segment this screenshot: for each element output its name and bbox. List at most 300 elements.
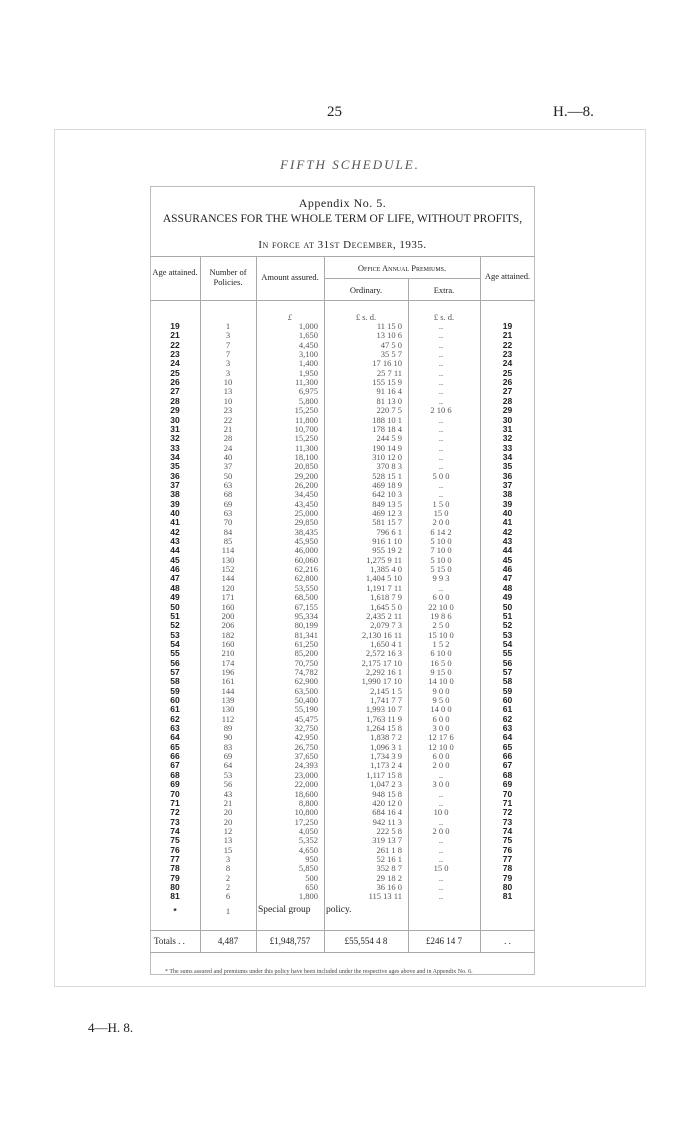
- age-attained-right: 31: [502, 423, 513, 434]
- ordinary-premium: 1,763 11 9: [366, 713, 402, 724]
- extra-premium: ..: [438, 816, 444, 827]
- number-of-policies: 15: [223, 844, 233, 855]
- header-ordinary: Ordinary.: [349, 285, 383, 295]
- age-attained-right: 65: [502, 741, 513, 752]
- extra-premium: ..: [438, 349, 444, 360]
- extra-premium: 14 10 0: [428, 676, 454, 687]
- extra-premium: 2 0 0: [432, 517, 450, 528]
- number-of-policies: 23: [223, 405, 233, 416]
- amount-assured: 63,500: [294, 685, 318, 696]
- totals-bottom-rule: [150, 952, 535, 953]
- amount-assured: 4,050: [298, 825, 318, 836]
- age-attained: 69: [170, 779, 180, 790]
- age-attained-right: 27: [502, 386, 513, 397]
- amount-assured: 95,334: [294, 610, 318, 621]
- number-of-policies: 160: [221, 601, 235, 612]
- extra-premium: ..: [438, 442, 444, 453]
- number-of-policies: 161: [221, 676, 235, 687]
- number-of-policies: 10: [223, 377, 233, 388]
- age-attained: 39: [170, 498, 180, 509]
- age-attained-right: 76: [502, 844, 513, 855]
- age-attained: 40: [170, 508, 180, 518]
- extra-premium: ..: [438, 872, 444, 883]
- ordinary-premium: 1,838 7 2: [370, 732, 402, 743]
- number-of-policies: 22: [223, 414, 233, 425]
- extra-premium: 12 17 6: [428, 732, 454, 743]
- age-attained: 62: [170, 713, 180, 724]
- ordinary-premium: 188 10 1: [372, 414, 402, 425]
- number-of-policies: 139: [221, 695, 235, 705]
- number-of-policies: 2: [225, 872, 231, 883]
- extra-premium: ..: [438, 835, 444, 846]
- header-age-attained-right: Age attained.: [484, 271, 531, 281]
- amount-assured: 8,800: [298, 797, 318, 808]
- extra-premium: ..: [438, 853, 444, 864]
- table-heading: ASSURANCES FOR THE WHOLE TERM OF LIFE, WITHOUT PROFITS,: [162, 213, 523, 225]
- number-of-policies: 120: [221, 582, 235, 593]
- ordinary-premium: 1,990 17 10: [361, 676, 402, 687]
- totals-top-rule: [150, 930, 535, 931]
- header-amount-assured: Amount assured.: [261, 272, 319, 282]
- age-attained: 30: [170, 414, 180, 425]
- amount-assured: 22,000: [294, 779, 318, 790]
- extra-premium: 1 5 0: [432, 498, 450, 509]
- age-attained: 76: [170, 844, 180, 855]
- age-attained-right: 51: [502, 610, 513, 621]
- age-attained: 49: [170, 592, 180, 603]
- number-of-policies: 28: [223, 433, 233, 444]
- number-of-policies: 3: [225, 330, 231, 341]
- age-attained-right: 54: [502, 638, 513, 649]
- header-office-annual-premiums: Office Annual Premiums.: [357, 263, 447, 273]
- age-attained: 55: [170, 648, 180, 659]
- amount-assured: 26,750: [294, 741, 318, 752]
- number-of-policies: 21: [223, 797, 233, 808]
- amount-assured: 50,400: [294, 695, 318, 705]
- amount-assured: 26,200: [294, 479, 318, 490]
- amount-assured: 11,800: [294, 414, 318, 425]
- footnote: * The sums assured and premiums under this policy have been included under the respective ages above and in Appendix No. 6.: [165, 969, 473, 975]
- ordinary-premium: 2,435 2 11: [366, 610, 402, 621]
- ordinary-premium: 52 16 1: [376, 853, 402, 864]
- amount-assured: 38,435: [294, 526, 318, 537]
- age-attained: 61: [170, 704, 180, 715]
- extra-premium: 5 0 0: [432, 470, 450, 481]
- amount-assured: 55,190: [294, 704, 318, 715]
- age-attained-right: 59: [502, 685, 513, 696]
- age-attained: 59: [170, 685, 180, 696]
- age-attained: 44: [170, 545, 180, 556]
- amount-assured: 60,060: [294, 554, 318, 565]
- age-attained-right: 33: [502, 442, 513, 453]
- number-of-policies: 8: [225, 863, 231, 874]
- ordinary-premium: 1,191 7 11: [366, 582, 402, 593]
- amount-assured: 5,850: [298, 863, 318, 874]
- age-attained-right: 39: [502, 498, 513, 509]
- schedule-title: FIFTH SCHEDULE.: [280, 157, 420, 172]
- age-attained: 77: [170, 853, 180, 864]
- number-of-policies: 24: [223, 442, 233, 453]
- unit-extra-lsd: £ s. d.: [433, 312, 455, 322]
- age-attained-right: 29: [502, 405, 513, 416]
- age-attained-right: 57: [502, 666, 513, 677]
- number-of-policies: 90: [223, 732, 233, 743]
- extra-premium: ..: [438, 321, 444, 331]
- age-attained-right: 64: [502, 732, 513, 743]
- number-of-policies: 20: [223, 807, 233, 818]
- age-attained-right: 60: [502, 695, 513, 705]
- ordinary-premium: 35 5 7: [380, 349, 402, 360]
- ordinary-premium: 319 13 7: [372, 835, 402, 846]
- ordinary-premium: 36 16 0: [376, 882, 402, 892]
- extra-premium: ..: [438, 367, 444, 378]
- age-attained-right: 78: [502, 863, 513, 874]
- age-attained-right: 43: [502, 536, 513, 547]
- age-attained: 19: [170, 321, 180, 331]
- extra-premium: 6 14 2: [430, 526, 452, 537]
- amount-assured: 43,450: [294, 498, 318, 509]
- amount-assured: 25,000: [294, 508, 318, 518]
- extra-premium: ..: [438, 433, 444, 444]
- age-attained: 68: [170, 769, 180, 780]
- totals-amount: £1,948,757: [269, 936, 311, 946]
- extra-premium: 6 0 0: [432, 751, 450, 762]
- amount-assured: 500: [305, 872, 318, 883]
- extra-premium: 2 5 0: [432, 620, 450, 631]
- extra-premium: 15 0: [433, 508, 449, 518]
- age-attained: 70: [170, 788, 180, 799]
- age-attained: 22: [170, 339, 180, 350]
- age-attained: 38: [170, 489, 180, 500]
- amount-assured: 62,216: [294, 564, 318, 575]
- extra-premium: 5 10 0: [430, 536, 452, 547]
- age-attained: 26: [170, 377, 180, 388]
- age-attained: 31: [170, 423, 180, 434]
- age-attained-right: 80: [502, 882, 513, 892]
- age-attained-right: 49: [502, 592, 513, 603]
- age-attained: 41: [170, 517, 180, 528]
- amount-assured: 650: [305, 882, 318, 892]
- age-attained-right: 19: [502, 321, 513, 331]
- amount-assured: 37,650: [294, 751, 318, 762]
- amount-assured: 1,000: [298, 321, 318, 331]
- extra-premium: 2 10 6: [430, 405, 452, 416]
- age-attained: 37: [170, 479, 180, 490]
- age-attained: 64: [170, 732, 180, 743]
- amount-assured: 4,650: [298, 844, 318, 855]
- extra-premium: ..: [438, 797, 444, 808]
- ordinary-premium: 81 13 0: [376, 395, 402, 406]
- extra-premium: ..: [438, 461, 444, 472]
- extra-premium: 5 15 0: [430, 564, 452, 575]
- special-row-policies: 1: [225, 906, 231, 916]
- extra-premium: ..: [438, 330, 444, 341]
- age-attained: 23: [170, 349, 180, 360]
- amount-assured: 32,750: [294, 723, 318, 734]
- extra-premium: ..: [438, 451, 444, 462]
- age-attained-right: 71: [502, 797, 513, 808]
- ordinary-premium: 642 10 3: [372, 489, 402, 500]
- number-of-policies: 56: [223, 779, 233, 790]
- number-of-policies: 3: [225, 853, 231, 864]
- ordinary-premium: 849 13 5: [372, 498, 402, 509]
- ordinary-premium: 942 11 3: [372, 816, 402, 827]
- extra-premium: ..: [438, 339, 444, 350]
- amount-assured: 10,700: [294, 423, 318, 434]
- number-of-policies: 2: [225, 882, 231, 892]
- age-attained: 35: [170, 461, 180, 472]
- age-attained: 75: [170, 835, 180, 846]
- number-of-policies: 10: [223, 395, 233, 406]
- extra-premium: 3 0 0: [432, 723, 450, 734]
- number-of-policies: 114: [221, 545, 235, 556]
- extra-premium: 3 0 0: [432, 779, 450, 790]
- ordinary-premium: 1,993 10 7: [365, 704, 402, 715]
- number-of-policies: 43: [223, 788, 233, 799]
- amount-assured: 24,393: [294, 760, 318, 771]
- age-attained-right: 62: [502, 713, 513, 724]
- extra-premium: ..: [438, 479, 444, 490]
- extra-premium: ..: [438, 769, 444, 780]
- age-attained-right: 61: [502, 704, 513, 715]
- age-attained: 80: [170, 882, 180, 892]
- unit-pound: £: [287, 312, 293, 322]
- number-of-policies: 160: [221, 638, 235, 649]
- ordinary-premium: 91 16 4: [376, 386, 402, 397]
- extra-premium: 15 10 0: [428, 629, 454, 640]
- page-number: 25: [327, 104, 342, 120]
- ordinary-premium: 17 16 10: [372, 358, 402, 369]
- totals-ordinary: £55,554 4 8: [344, 936, 388, 946]
- amount-assured: 74,782: [294, 666, 318, 677]
- extra-premium: ..: [438, 423, 444, 434]
- age-attained: 29: [170, 405, 180, 416]
- age-attained: 21: [170, 330, 180, 341]
- totals-extra: £246 14 7: [426, 936, 462, 946]
- age-attained: 27: [170, 386, 180, 397]
- amount-assured: 23,000: [294, 769, 318, 780]
- ordinary-premium: 1,385 4 0: [370, 564, 402, 575]
- age-attained-right: 46: [502, 564, 513, 575]
- age-attained: 50: [170, 601, 180, 612]
- age-attained: 52: [170, 620, 180, 631]
- ordinary-premium: 370 8 3: [376, 461, 402, 472]
- ordinary-premium: 2,079 7 3: [370, 620, 402, 631]
- extra-premium: 1 5 2: [432, 638, 450, 649]
- ordinary-premium: 581 15 7: [372, 517, 402, 528]
- number-of-policies: 69: [223, 751, 233, 762]
- age-attained-right: 22: [502, 339, 513, 350]
- age-attained-right: 50: [502, 601, 513, 612]
- ordinary-premium: 469 12 3: [372, 508, 402, 518]
- age-attained: 36: [170, 470, 180, 481]
- age-attained: 74: [170, 825, 180, 836]
- amount-assured: 80,199: [294, 620, 318, 631]
- extra-premium: 2 0 0: [432, 825, 450, 836]
- number-of-policies: 171: [221, 592, 235, 603]
- extra-premium: 6 10 0: [430, 648, 452, 659]
- amount-assured: 53,550: [294, 582, 318, 593]
- age-attained: 58: [170, 676, 180, 687]
- age-attained-right: 55: [502, 648, 513, 659]
- age-attained: 46: [170, 564, 180, 575]
- number-of-policies: 63: [223, 508, 233, 518]
- age-attained-right: 48: [502, 582, 513, 593]
- ordinary-premium: 684 16 4: [372, 807, 402, 818]
- amount-assured: 67,155: [294, 601, 318, 612]
- age-attained-right: 47: [502, 573, 513, 584]
- totals-policies: 4,487: [217, 936, 239, 946]
- extra-premium: 10 0: [433, 807, 449, 818]
- amount-assured: 11,300: [294, 377, 318, 388]
- amount-assured: 62,900: [294, 676, 318, 687]
- number-of-policies: 70: [223, 517, 233, 528]
- amount-assured: 29,200: [294, 470, 318, 481]
- ordinary-premium: 796 6 1: [376, 526, 402, 537]
- number-of-policies: 64: [223, 760, 233, 771]
- amount-assured: 6,975: [298, 386, 318, 397]
- ordinary-premium: 1,117 15 8: [366, 769, 402, 780]
- number-of-policies: 7: [225, 339, 231, 350]
- age-attained: 34: [170, 451, 180, 462]
- header-number-of-policies: Number of Policies.: [209, 267, 247, 287]
- unit-ordinary-lsd: £ s. d.: [355, 312, 377, 322]
- number-of-policies: 83: [223, 741, 233, 752]
- number-of-policies: 6: [225, 891, 231, 902]
- amount-assured: 1,950: [298, 367, 318, 378]
- number-of-policies: 13: [223, 386, 233, 397]
- extra-premium: 14 0 0: [430, 704, 452, 715]
- age-attained: 63: [170, 723, 180, 734]
- special-row-amount: Special group: [258, 905, 311, 915]
- extra-premium: 9 15 0: [430, 666, 452, 677]
- number-of-policies: 200: [221, 610, 235, 621]
- age-attained: 28: [170, 395, 180, 406]
- number-of-policies: 84: [223, 526, 233, 537]
- number-of-policies: 69: [223, 498, 233, 509]
- age-attained: 25: [170, 367, 180, 378]
- totals-label: Totals . .: [154, 936, 185, 946]
- amount-assured: 18,100: [294, 451, 318, 462]
- extra-premium: 16 5 0: [430, 657, 452, 668]
- ordinary-premium: 25 7 11: [376, 367, 402, 378]
- ordinary-premium: 115 13 11: [368, 891, 402, 902]
- age-attained-right: 37: [502, 479, 513, 490]
- extra-premium: 7 10 0: [430, 545, 452, 556]
- age-attained-right: 24: [502, 358, 513, 369]
- ordinary-premium: 955 19 2: [372, 545, 402, 556]
- number-of-policies: 50: [223, 470, 233, 481]
- number-of-policies: 130: [221, 704, 235, 715]
- age-attained-right: 53: [502, 629, 513, 640]
- extra-premium: ..: [438, 386, 444, 397]
- ordinary-premium: 916 1 10: [372, 536, 402, 547]
- extra-premium: 6 0 0: [432, 592, 450, 603]
- number-of-policies: 12: [223, 825, 233, 836]
- age-attained-right: 69: [502, 779, 513, 790]
- amount-assured: 34,450: [294, 489, 318, 500]
- number-of-policies: 85: [223, 536, 233, 547]
- ordinary-premium: 11 15 0: [376, 321, 402, 331]
- amount-assured: 950: [305, 853, 318, 864]
- age-attained: 24: [170, 358, 180, 369]
- ordinary-premium: 1,650 4 1: [370, 638, 402, 649]
- number-of-policies: 206: [221, 620, 235, 631]
- age-attained-right: 44: [502, 545, 513, 556]
- age-attained-right: 58: [502, 676, 513, 687]
- amount-assured: 15,250: [294, 433, 318, 444]
- age-attained-right: 30: [502, 414, 513, 425]
- ordinary-premium: 528 15 1: [372, 470, 402, 481]
- document-reference: H.—8.: [553, 104, 594, 120]
- amount-assured: 1,800: [298, 891, 318, 902]
- age-attained-right: 72: [502, 807, 513, 818]
- number-of-policies: 3: [225, 367, 231, 378]
- age-attained-right: 32: [502, 433, 513, 444]
- age-attained: 57: [170, 666, 180, 677]
- ordinary-premium: 2,145 1 5: [370, 685, 402, 696]
- age-attained: 65: [170, 741, 180, 752]
- age-attained: 71: [170, 797, 180, 808]
- amount-assured: 68,500: [294, 592, 318, 603]
- age-attained: 72: [170, 807, 180, 818]
- age-attained: 32: [170, 433, 180, 444]
- age-attained: 78: [170, 863, 180, 874]
- age-attained-right: 21: [502, 330, 513, 341]
- extra-premium: ..: [438, 358, 444, 369]
- amount-assured: 5,800: [298, 395, 318, 406]
- bottom-reference: 4—H. 8.: [88, 1020, 134, 1035]
- amount-assured: 85,200: [294, 648, 318, 659]
- ordinary-premium: 1,618 7 9: [370, 592, 402, 603]
- extra-premium: 9 5 0: [432, 695, 450, 705]
- amount-assured: 3,100: [298, 349, 318, 360]
- extra-premium: 2 0 0: [432, 760, 450, 771]
- number-of-policies: 53: [223, 769, 233, 780]
- amount-assured: 10,800: [294, 807, 318, 818]
- special-row-age: *: [173, 906, 177, 916]
- number-of-policies: 7: [225, 349, 231, 360]
- number-of-policies: 68: [223, 489, 233, 500]
- age-attained-right: 67: [502, 760, 513, 771]
- number-of-policies: 3: [225, 358, 231, 369]
- age-attained: 33: [170, 442, 180, 453]
- age-attained: 43: [170, 536, 180, 547]
- age-attained-right: 75: [502, 835, 513, 846]
- number-of-policies: 130: [221, 554, 235, 565]
- age-attained-right: 40: [502, 508, 513, 518]
- extra-premium: 9 0 0: [432, 685, 450, 696]
- age-attained: 56: [170, 657, 180, 668]
- amount-assured: 18,600: [294, 788, 318, 799]
- age-attained: 60: [170, 695, 180, 705]
- extra-premium: 15 0: [433, 863, 449, 874]
- age-attained: 79: [170, 872, 180, 883]
- age-attained-right: 26: [502, 377, 513, 388]
- header-bottom-rule: [150, 300, 535, 301]
- number-of-policies: 112: [221, 713, 235, 724]
- amount-assured: 45,475: [294, 713, 318, 724]
- ordinary-premium: 1,047 2 3: [370, 779, 402, 790]
- ordinary-premium: 352 8 7: [376, 863, 402, 874]
- age-attained: 73: [170, 816, 180, 827]
- ordinary-premium: 155 15 9: [372, 377, 402, 388]
- age-attained-right: 66: [502, 751, 513, 762]
- extra-premium: ..: [438, 414, 444, 425]
- extra-premium: ..: [438, 489, 444, 500]
- amount-assured: 42,950: [294, 732, 318, 743]
- age-attained: 48: [170, 582, 180, 593]
